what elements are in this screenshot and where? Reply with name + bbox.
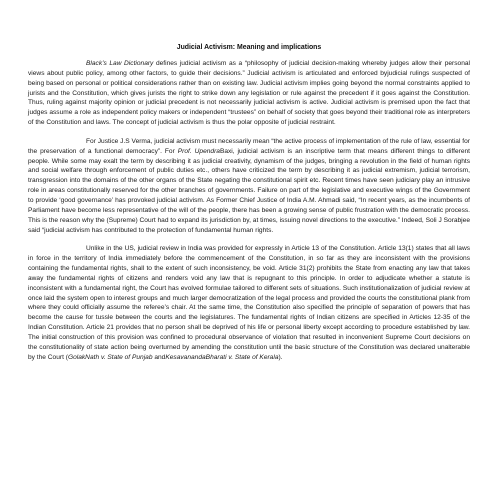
text-run: For Justice J.S Verma, judicial activism must necessarily mean “the active process of implementation of the rule of law, essential for the preservation of a functional democracy”. For	[28, 137, 470, 155]
text-run: Unlike in the US, judicial review in India was provided for expressly in Article 13 of the Constitution. Article 13(1) states that all laws in force in the territory of India immediately before the commencement of the Constitution, in so far as they are inconsistent with the provisions containing the fundamental rights, shall to the extent of such inconsistency, be void. Article 31(2) prohibits the State from enacting any law that takes away the fundamental rights of citizens and renders void any law that is repugnant to this principle. In order to adjudicate whether a statute is inconsistent with a fundamental right, the Court has evolved formulae tailored to different sets of situations. Such institutionalization of judicial review at once laid the system open to interest groups and much larger democratization of the legal process and provided the courts the constitutional plank from where they could officially assume the referee’s chair. At the same time, the Constitution also specified the principle of separation of powers that has become the cause for tussle between the courts and the legislatures. The fundamental rights of Indian citizens are specified in Articles 12-35 of the Indian Constitution. Article 21 provides that no person shall be deprived of his life or personal liberty except according to procedure established by law. The initial construction of this provision was confined to procedural observance of violation that resulted in inconvenient Supreme Court decisions on the constitutionality of state action being overturned by amending the constitution until the basic structure of the Constitution was declared unalterable by the Court (	[28, 245, 470, 361]
document-body	[28, 59, 470, 362]
paragraph-2	[28, 137, 470, 235]
text-run: and	[152, 353, 166, 361]
paragraph-1	[28, 59, 470, 128]
text-run: defines judicial activism as a “philosophy of judicial decision-making whereby judges allow their personal views about public policy, among other factors, to guide their decisions.” Judicial activism is articulated and enforced byjudicial rulings suspected of being based on personal or political considerations rather than on existing law. Judicial activism implies going beyond the normal constraints applied to jurists and the Constitution, which gives jurists the right to strike down any legislation or rule against the precedent if it goes against the Constitution. Thus, ruling against majority opinion or judicial precedent is not necessarily judicial activism is active. Judicial activism is premised upon the fact that judges assume a role as independent policy makers or independent “trustees” on behalf of society that goes beyond their traditional role as interpreters of the Constitution and laws. The concept of judicial activism is thus the polar opposite of judicial restraint.	[28, 60, 470, 127]
document-title: Judicial Activism: Meaning and implications	[176, 44, 322, 51]
italic-text: KesavanandaBharati v. State of Kerala	[165, 353, 279, 361]
text-run: Baxi, judicial activism is an inscriptive term that means different things to different people. While some may exalt the term by describing it as judicial creativity, dynamism of the judges, bringing a revolution in the field of human rights and social welfare through enforcement of public duties etc., others have criticized the term by describing it as judicial extremism, judicial terrorism, transgression into the domains of the other organs of the State negating the constitutional spirit etc. Recent times have seen judiciary play an intrusive role in areas constitutionally reserved for the other branches of governments. Failure on part of the legislative and executive wings of the Government to provide ‘good governance’ has provoked judicial activism. As Former Chief Justice of India A.M. Ahmadi said, “In recent years, as the incumbents of Parliament have become less representative of the will of the people, there has been a growing sense of public frustration with the democratic process. This is the reason why the (Supreme) Court had to expand its jurisdiction by, at times, issuing novel directions to the executive.” Indeed, Soli J Sorabjee said “judicial activism has contributed to the protection of fundamental human rights.	[28, 147, 470, 234]
italic-text: Prof. Upendra	[177, 147, 220, 155]
italic-text: GolakNath v. State of Punjab	[67, 353, 153, 361]
text-run: ).	[278, 353, 283, 361]
paragraph-3	[28, 244, 470, 362]
italic-text: Black’s Law Dictionary	[86, 60, 154, 67]
